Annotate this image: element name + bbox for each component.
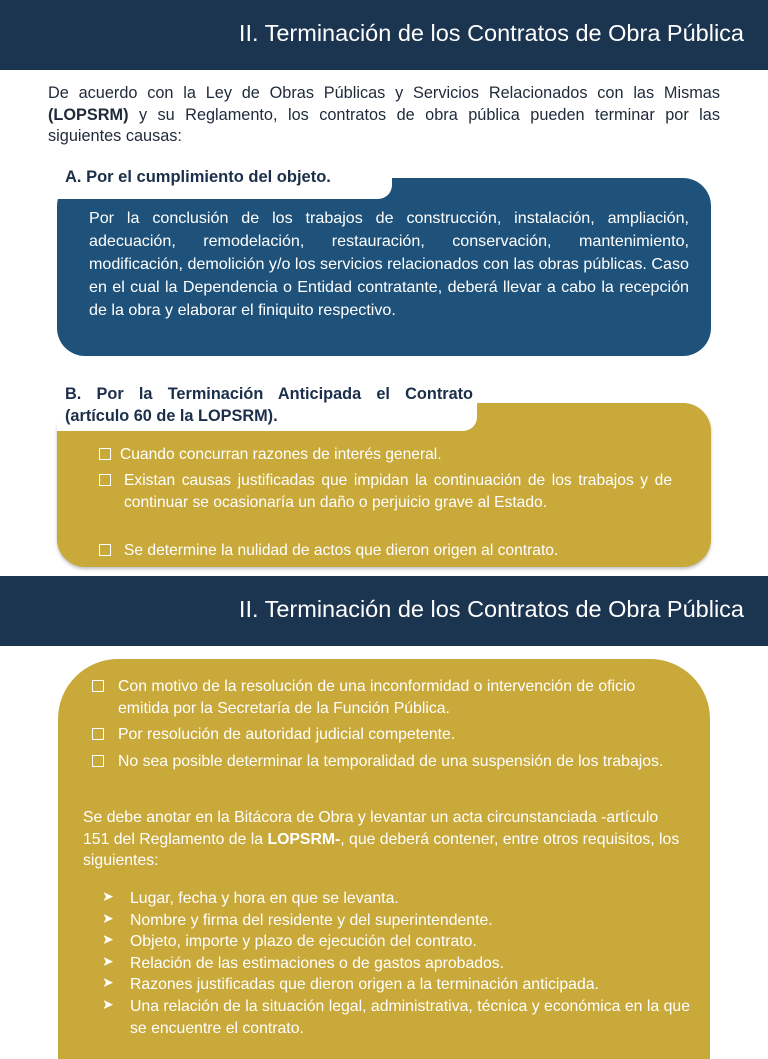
slide1-intro [48,83,720,148]
arrow-bullet-icon: ➤ [102,996,114,1012]
section-a-label [57,158,392,199]
section-b-item: Se determine la nulidad de actos que dieron origen al contrato. [124,542,559,559]
checkbox-icon [92,755,104,767]
slide2-item: No sea posible determinar la temporalidad de una suspensión de los trabajos. [118,753,664,770]
arrow-bullet-icon: ➤ [102,953,114,969]
checkbox-icon [99,448,111,460]
requirement-item: Objeto, importe y plazo de ejecución del contrato. [130,933,477,950]
section-b-label [57,376,477,431]
para-text-post: , que deberá contener, entre otros requisitos, los siguientes: [83,830,680,869]
para-text-bold: LOPSRM- [267,830,341,848]
section-b-item: Existan causas justificadas que impidan la continuación de los trabajos y de continuar se ocasionaría un daño o perjuicio grave al Estado. [124,472,672,511]
slide1-title: II. Terminación de los Contratos de Obra Pública [238,20,744,46]
checkbox-icon [99,474,111,486]
slide2-content-box [58,659,710,1059]
requirement-item: Razones justificadas que dieron origen a la terminación anticipada. [130,976,599,993]
section-a-box [57,178,711,356]
slide2-paragraph [83,807,683,872]
requirement-item: Lugar, fecha y hora en que se levanta. [130,890,399,907]
requirement-item: Una relación de la situación legal, administrativa, técnica y económica en la que se encuentre el contrato. [130,998,690,1037]
arrow-bullet-icon: ➤ [102,974,114,990]
checkbox-icon [92,728,104,740]
intro-text-pre: De acuerdo con la Ley de Obras Públicas y Servicios Relacionados con las Mismas [48,84,720,102]
section-b-label-text: B. Por la Terminación Anticipada el Contrato (artículo 60 de la LOPSRM). [65,385,473,425]
section-a-text: Por la conclusión de los trabajos de construcción, instalación, ampliación, adecuación, remodelación, restauración, conservación, mantenimiento, modificación, demolición y/o los servicios relacionados con las obras públicas. Caso en el cual la Dependencia o Entidad contratante, deberá llevar a cabo la recepción de la obra y elaborar el finiquito respectivo. [89,209,689,320]
slide2-item: Por resolución de autoridad judicial competente. [118,726,456,743]
requirement-item: Nombre y firma del residente y del superintendente. [130,912,493,929]
section-a-label-text: A. Por el cumplimiento del objeto. [65,168,331,186]
checkbox-icon [99,544,111,556]
checkbox-icon [92,680,104,692]
slide2-title: II. Terminación de los Contratos de Obra Pública [238,596,744,622]
slide2-item: Con motivo de la resolución de una inconformidad o intervención de oficio emitida por la Secretaría de la Función Pública. [118,678,636,717]
arrow-bullet-icon: ➤ [102,931,114,947]
para-text-pre: Se debe anotar en la Bitácora de Obra y levantar un acta circunstanciada -artículo 151 del Reglamento de la [83,809,659,848]
intro-text-post: y su Reglamento, los contratos de obra pública pueden terminar por las siguientes causas: [48,105,720,145]
arrow-bullet-icon: ➤ [102,888,114,904]
requirement-item: Relación de las estimaciones o de gastos aprobados. [130,955,505,972]
slide2-title-banner [0,576,768,646]
intro-text-bold: (LOPSRM) [48,105,129,124]
arrow-bullet-icon: ➤ [102,910,114,926]
slide1-title-banner [0,0,768,70]
section-b-item: Cuando concurran razones de interés general. [120,446,442,463]
